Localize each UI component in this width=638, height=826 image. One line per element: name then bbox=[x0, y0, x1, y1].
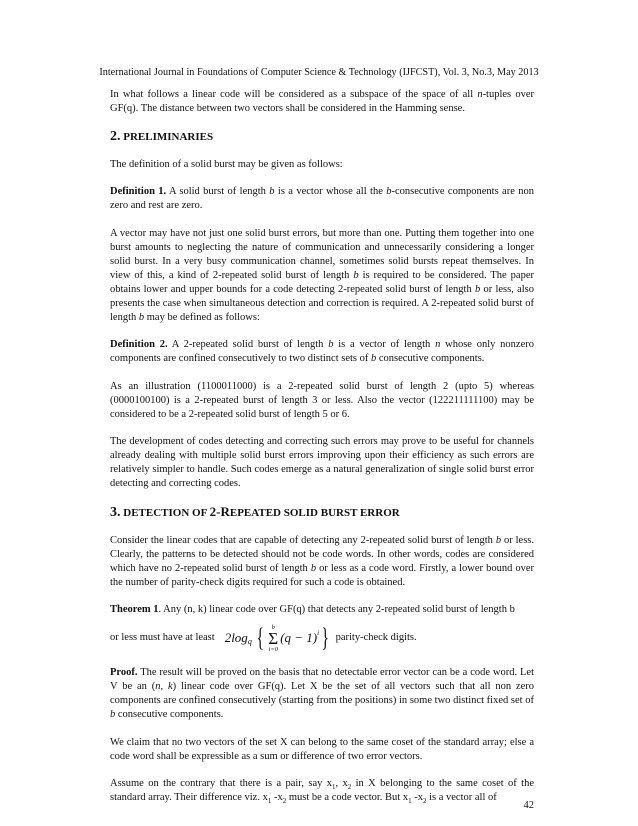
definition-1: Definition 1. A solid burst of length b is a vector whose all the b-consecutive components are non zero and rest are zero. bbox=[110, 186, 534, 211]
page-number: 42 bbox=[523, 800, 534, 811]
intro-paragraph: In what follows a linear code will be considered as a subspace of the space of all n-tuples over GF(q). The distance between two vectors shall be considered in the Hamming sense. bbox=[110, 89, 534, 114]
development-paragraph: The development of codes detecting and correcting such errors may prove to be useful for channels already dealing with multiple solid burst errors improving upon their efficiency as such errors are relatively simpler to handle. Such codes emerge as a natural generalization of single solid burst error detecting and correcting codes. bbox=[110, 436, 534, 489]
section-2-heading: 2. PRELIMINARIES bbox=[110, 128, 214, 144]
definition-2: Definition 2. A 2-repeated solid burst of length b is a vector of length n whose only nonzero components are confined consecutively to two distinct sets of b consecutive components. bbox=[110, 339, 534, 364]
main-content bbox=[110, 88, 534, 819]
section-3-heading: 3. DETECTION OF 2-REPEATED SOLID BURST ERROR bbox=[110, 503, 400, 520]
theorem-1: Theorem 1. Any (n, k) linear code over GF(q) that detects any 2-repeated solid burst of length b bbox=[110, 604, 515, 615]
theorem-1-formula-line: or less must have at least 2 log q { b Σ i=0 (q − 1) i } parity-check digits. bbox=[110, 623, 417, 653]
burst-motivation-paragraph: A vector may have not just one solid burst errors, but more than one. Putting them together into one burst amounts to neglecting the nature of communication and unnecessarily considering a longer solid burst. In a very busy communication channel, sometimes solid bursts repeat themselves. In view of this, a kind of 2-repeated solid burst of length b is required to be considered. The paper obtains lower and upper bounds for a code detecting 2-repeated solid burst of length b or less, also presents the case when simultaneous detection and correction is required. A 2-repeated solid burst of length b may be defined as follows: bbox=[110, 227, 534, 323]
proof-paragraph: Proof. The result will be proved on the basis that no detectable error vector can be a code word. Let V be an (n, k) linear code over GF(q). Let X be the set of all vectors such that all non zero components are confined consecutively (starting from the positions) in some two distinct fixed set of b consecutive components. bbox=[110, 667, 534, 720]
summation-symbol: b Σ i=0 bbox=[268, 623, 279, 653]
bound-formula: 2 log q { b Σ i=0 (q − 1) i } bbox=[224, 623, 330, 653]
definition-intro: The definition of a solid burst may be given as follows: bbox=[110, 158, 343, 170]
assume-paragraph: Assume on the contrary that there is a pair, say $x_1$, $x_2$ in X belonging to the same coset of the standard array. Their difference viz. $x_1$ $-x_2$ must be a code vector. But $x_1$ $-x_2$ is a vector all of bbox=[110, 778, 535, 806]
consider-paragraph: Consider the linear codes that are capable of detecting any 2-repeated solid burst of length b or less. Clearly, the patterns to be detected should not be code words. In other words, codes are considered which have no 2-repeated solid burst of length b or less as a code word. Firstly, a lower bound over the number of parity-check digits required for such a code is obtained. bbox=[110, 534, 535, 588]
claim-paragraph: We claim that no two vectors of the set X can belong to the same coset of the standard array; else a code word shall be expressible as a sum or difference of two error vectors. bbox=[110, 736, 534, 762]
illustration-paragraph: As an illustration (1100011000) is a 2-repeated solid burst of length 2 (upto 5) whereas (0000100100) is a 2-repeated burst of length 3 or less. Also the vector (122211111100) may be considered to be a 2-repeated solid burst of length 5 or 6. bbox=[110, 380, 534, 420]
running-header: International Journal in Foundations of Computer Science & Technology (IJFCST), Vol. 3, No.3, May 2013 bbox=[99, 67, 539, 78]
